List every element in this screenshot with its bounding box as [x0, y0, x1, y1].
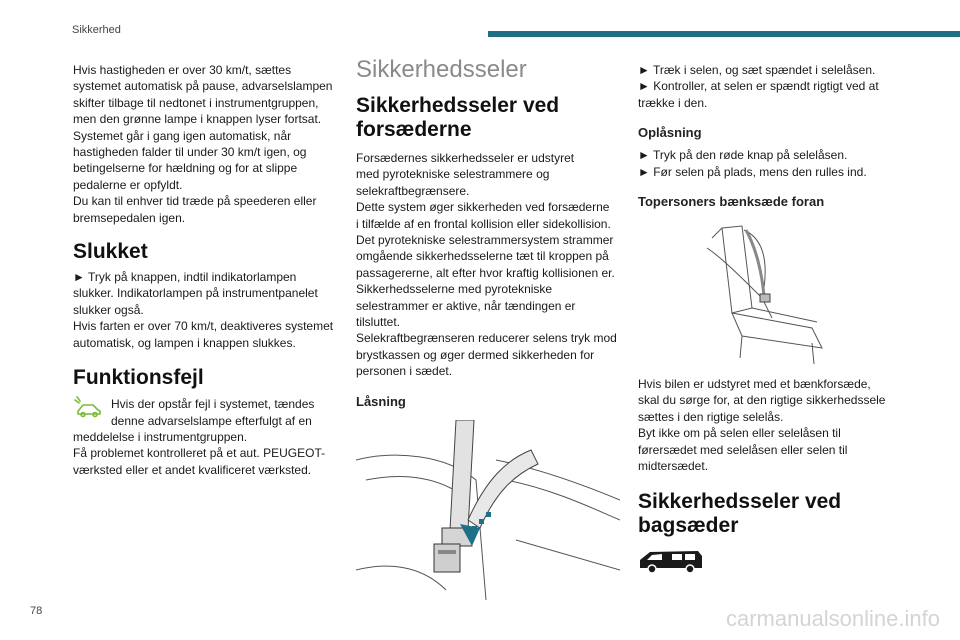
bench-seat-paragraph: Hvis bilen er udstyret med et bænkforsæde, skal du sørge for, at den rigtige sikkerhedssele sættes i den rigtige selelås. Byt ikke om på selen eller selelåsen til førersædet med selelåsen eller selen til midtersædet. — [638, 377, 886, 474]
fault-paragraph: Hvis der opstår fejl i systemet, tændes denne advarselslampe efterfulgt af en meddelelse i instrumentgruppen. Få problemet kontrolleret på et aut. PEUGEOT- værksted eller et andet kvalificeret værksted. — [73, 397, 326, 477]
column-right — [638, 62, 888, 574]
running-header: Sikkerhed — [72, 24, 121, 36]
van-icon — [638, 548, 704, 574]
header-accent-bar — [488, 31, 960, 37]
off-paragraph: ► Tryk på knappen, indtil indikatorlampen slukker. Indikatorlampen på instrumentpanelet slukker også. Hvis farten er over 70 km/t, deaktiveres systemet automatisk, og lampen i knappen slukkes. — [73, 269, 343, 351]
heading-off: Slukket — [73, 240, 148, 264]
front-seats-paragraph: Forsædernes sikkerhedsseler er udstyret med pyrotekniske selestrammere og selekraftbegrænsere. Dette system øger sikkerheden ved forsæderne i tilfælde af en frontal kollision eller sidekollision. Det pyrotekniske selestrammersystem strammer omgående sikkerhedsselerne tæt til kroppen på passagererne, alt efter hvor kraftig kollisionen er. Sikkerhedsselerne med pyrotekniske selestrammer er aktive, når tændingen er tilsluttet. Selekraftbegrænseren reducerer selens tryk mod brystkassen og øger dermed sikkerheden for personen i sædet. — [356, 151, 617, 379]
heading-bench-seat: Topersoners bænksæde foran — [638, 194, 825, 210]
section-title: Sikkerhedsseler — [356, 56, 527, 83]
fault-block — [73, 396, 343, 478]
bench-seat-illustration — [702, 218, 832, 366]
heading-rear-seats: Sikkerhedsseler ved bagsæder — [638, 490, 842, 538]
column-middle — [356, 56, 624, 600]
warning-car-icon — [73, 396, 105, 418]
heading-locking: Låsning — [356, 393, 406, 409]
heading-unlocking: Oplåsning — [638, 125, 702, 141]
heading-front-seats: Sikkerhedsseler ved forsæderne — [356, 94, 560, 141]
unlocking-steps: ► Tryk på den røde knap på selelåsen. ► Før selen på plads, mens den rulles ind. — [638, 147, 888, 180]
page-number: 78 — [30, 605, 43, 617]
watermark: carmanualsonline.info — [725, 606, 940, 631]
locking-steps: ► Træk i selen, og sæt spændet i selelåsen. ► Kontroller, at selen er spændt rigtigt ved at trække i den. — [638, 62, 888, 111]
seatbelt-locking-illustration — [356, 420, 620, 600]
heading-fault: Funktionsfejl — [73, 366, 204, 390]
intro-paragraph: Hvis hastigheden er over 30 km/t, sættes systemet automatisk på pause, advarselslampen skifter tilbage til nedtonet i instrumentgruppen, men den grønne lampe i knappen lyser fortsat. Systemet går i gang igen automatisk, når hastigheden falder til under 30 km/t igen, og betingelserne for hældning og for at slippe pedalerne er opfyldt. Du kan til enhver tid træde på speederen eller bremsepedalen igen. — [73, 63, 333, 225]
column-left — [73, 62, 343, 478]
